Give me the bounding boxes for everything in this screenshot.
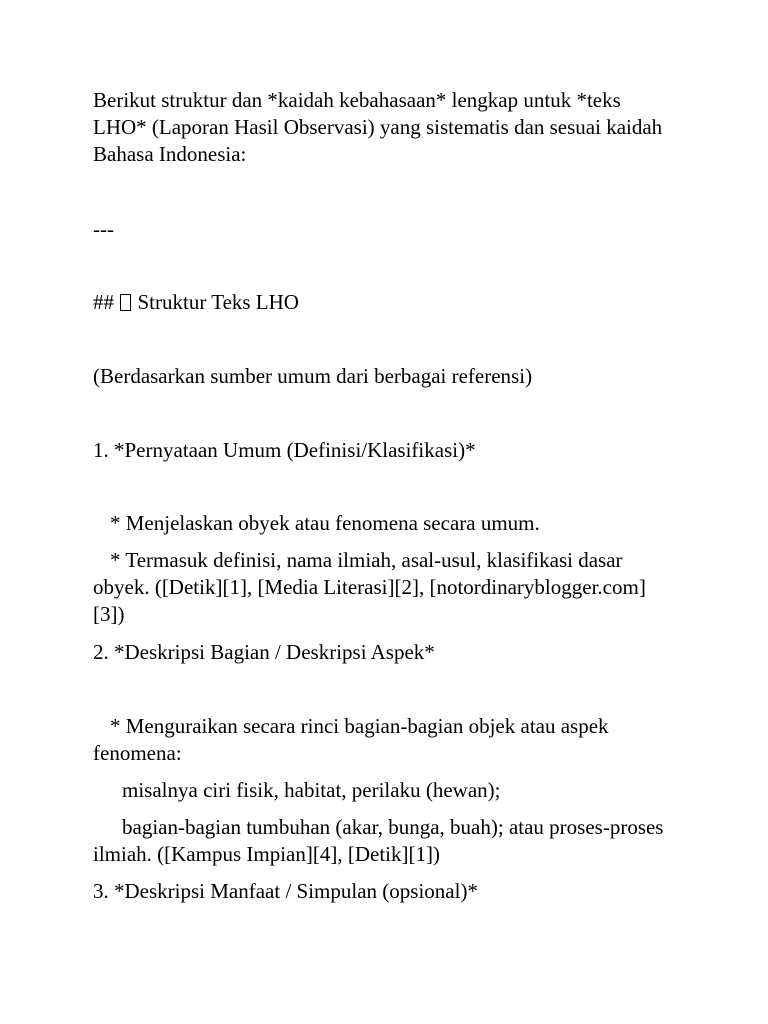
section-heading xyxy=(93,289,673,316)
bullet-item-text: * Termasuk definisi, nama ilmiah, asal-usul, klasifikasi dasar obyek. ([Detik][1], [Media Literasi][2], [notordinaryblogger.com][3]) xyxy=(93,548,646,626)
intro-paragraph: Berikut struktur dan *kaidah kebahasaan* lengkap untuk *teks LHO* (Laporan Hasil Observasi) yang sistematis dan sesuai kaidah Bahasa Indonesia: xyxy=(93,88,663,166)
heading-text: Struktur Teks LHO xyxy=(137,290,299,314)
sub-item xyxy=(93,814,673,868)
section-title-1: 1. *Pernyataan Umum (Definisi/Klasifikasi)* xyxy=(93,438,476,462)
sub-item: misalnya ciri fisik, habitat, perilaku (hewan); xyxy=(122,778,501,802)
bullet-item xyxy=(93,547,673,628)
source-note: (Berdasarkan sumber umum dari berbagai referensi) xyxy=(93,364,533,388)
section-title-2: 2. *Deskripsi Bagian / Deskripsi Aspek* xyxy=(93,640,435,664)
sub-item-text: bagian-bagian tumbuhan (akar, bunga, buah); atau proses-proses ilmiah. ([Kampus Impian][4], [Detik][1]) xyxy=(93,815,664,866)
bullet-item xyxy=(93,713,673,767)
heading-marker: ## xyxy=(93,290,114,314)
bullet-item: * Menjelaskan obyek atau fenomena secara umum. xyxy=(110,511,540,535)
horizontal-rule-text: --- xyxy=(93,217,114,241)
missing-glyph-icon xyxy=(120,294,131,311)
bullet-item-text: * Menguraikan secara rinci bagian-bagian objek atau aspek fenomena: xyxy=(93,714,609,765)
section-title-3: 3. *Deskripsi Manfaat / Simpulan (opsional)* xyxy=(93,879,478,903)
